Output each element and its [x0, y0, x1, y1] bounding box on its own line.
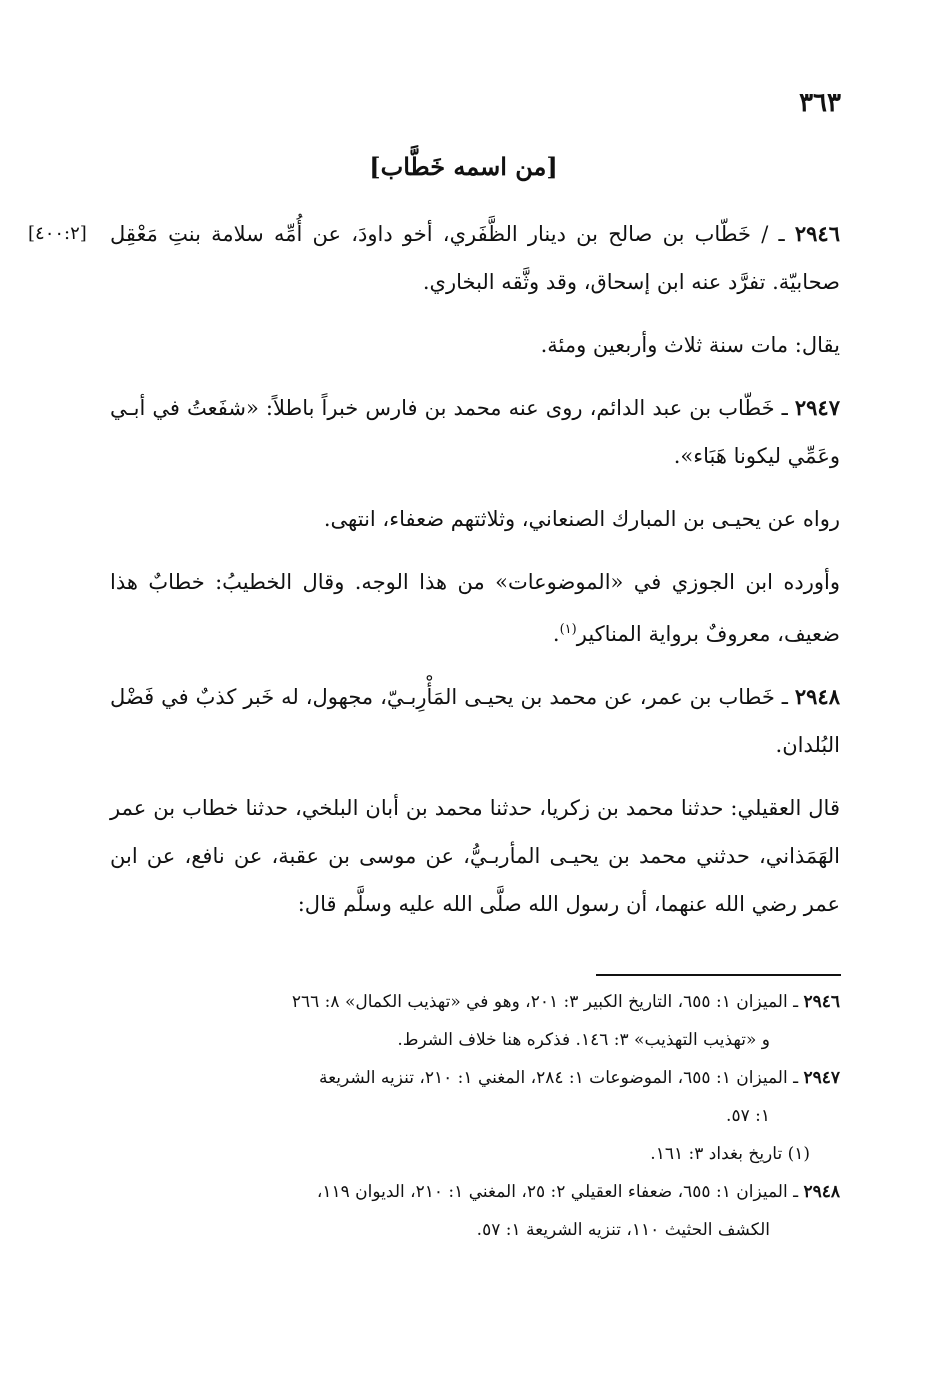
note-number: ٢٩٤٨ [803, 1182, 840, 1202]
note-2948 [110, 1175, 840, 1209]
footnote-marker: (١) [559, 622, 577, 637]
entry-2947-comment [110, 558, 840, 658]
note-2946-cont: و «تهذيب التهذيب» ٣: ١٤٦. فذكره هنا خلاف الشرط. [397, 1030, 770, 1050]
note-2947 [110, 1061, 840, 1095]
entry-text: ـ خَطّاب بن عبد الدائم، روى عنه محمد بن فارس خبراً باطلاً: «شفَعتُ في أبـي وعَمِّي ليكونا هَبَاء». [110, 396, 840, 468]
footnote-1: (١) تاريخ بغداد ٣: ١٦١. [650, 1144, 810, 1164]
section-title: [من اسمه خَطَّاب] [369, 152, 558, 181]
footnote-divider [596, 974, 841, 976]
entry-2948-isnad: قال العقيلي: حدثنا محمد بن زكريا، حدثنا محمد بن أبان البلخي، حدثنا خطاب بن عمر الهَمَذاني، حدثني محمد بن يحيـى المأربـيُّ، عن موسى بن عقبة، عن نافع، عن ابن عمر رضي الله عنهما، أن رسول الله صلَّى الله عليه وسلَّم قال: [110, 796, 840, 916]
note-text: ـ الميزان ١: ٦٥٥، ضعفاء العقيلي ٢: ٢٥، المغني ١: ٢١٠، الديوان ١١٩، [316, 1182, 804, 1202]
page-number: ٣٦٣ [799, 88, 841, 118]
entry-2946-death: يقال: مات سنة ثلاث وأربعين ومئة. [540, 333, 840, 357]
entry-text: ـ / خَطّاب بن صالح بن دينار الظَّفَري، أخو داودَ، عن أُمِّه سلامة بنتِ مَعْقِل صحابيّة. تفرَّد عنه ابن إسحاق، وقد وثَّقه البخاري. [110, 222, 840, 294]
note-text: ـ الميزان ١: ٦٥٥، الموضوعات ١: ٢٨٤، المغني ١: ٢١٠، تنزيه الشريعة [318, 1068, 804, 1088]
note-text: ـ الميزان ١: ٦٥٥، التاريخ الكبير ٣: ٢٠١، وهو في «تهذيب الكمال» ٨: ٢٦٦ [291, 992, 804, 1012]
volume-page-ref: [٤٠٠:٢] [28, 223, 87, 244]
comment-end: . [552, 622, 560, 646]
main-text [28, 210, 840, 943]
entry-number: ٢٩٤٨ [794, 684, 840, 709]
note-number: ٢٩٤٦ [803, 992, 840, 1012]
note-2947-cont: ١: ٥٧. [726, 1106, 770, 1126]
entry-number: ٢٩٤٧ [794, 395, 840, 420]
entry-2948 [110, 673, 840, 769]
note-2946 [110, 985, 840, 1019]
note-2948-cont: الكشف الحثيث ١١٠، تنزيه الشريعة ١: ٥٧. [476, 1220, 770, 1240]
entry-2947-narration: رواه عن يحيـى بن المبارك الصنعاني، وثلاثتهم ضعفاء، انتهى. [323, 507, 840, 531]
note-number: ٢٩٤٧ [803, 1068, 840, 1088]
entry-number: ٢٩٤٦ [794, 221, 840, 246]
entry-2946 [28, 210, 840, 306]
footnotes [110, 985, 840, 1251]
entry-text: ـ خَطاب بن عمر، عن محمد بن يحيـى المَأْرِبـيّ، مجهول، له خَبر كذبٌ في فَضْل البُلدان. [110, 685, 840, 757]
entry-2947 [110, 384, 840, 480]
comment-text: وأورده ابن الجوزي في «الموضوعات» من هذا الوجه. وقال الخطيبُ: خطابٌ هذا ضعيف، معروفٌ برواية المناكير [110, 570, 840, 646]
